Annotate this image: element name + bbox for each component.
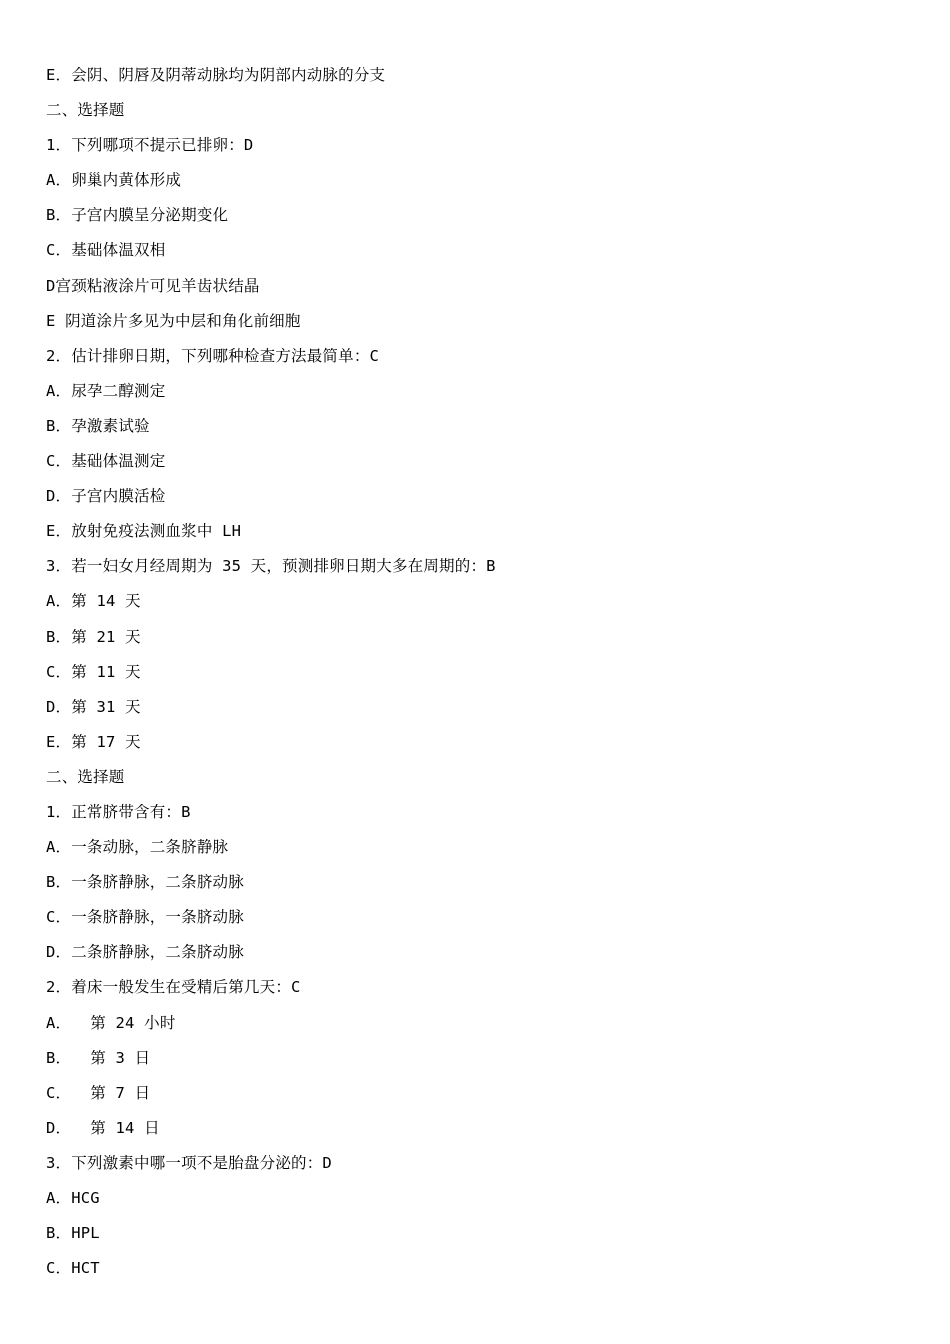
option-a: A．一条动脉，二条脐静脉 bbox=[46, 838, 229, 857]
option-b: B．子宫内膜呈分泌期变化 bbox=[46, 206, 229, 225]
option-c: C． 第 7 日 bbox=[46, 1083, 151, 1102]
option-d: D．子宫内膜活检 bbox=[46, 487, 166, 506]
option-b: B．第 21 天 bbox=[46, 627, 141, 646]
option-e: E．第 17 天 bbox=[46, 732, 141, 751]
option-a: A． 第 24 小时 bbox=[46, 1013, 176, 1032]
option-a: A．卵巢内黄体形成 bbox=[46, 171, 182, 190]
question-3: 3．下列激素中哪一项不是胎盘分泌的：D bbox=[46, 1153, 332, 1172]
option-d: D宫颈粘液涂片可见羊齿状结晶 bbox=[46, 276, 260, 295]
question-2: 2．着床一般发生在受精后第几天：C bbox=[46, 978, 301, 997]
option-c: C．第 11 天 bbox=[46, 662, 141, 681]
option-e: E．放射免疫法测血浆中 LH bbox=[46, 522, 242, 541]
option-c: C．基础体温双相 bbox=[46, 241, 166, 260]
option-d: D．第 31 天 bbox=[46, 697, 141, 716]
option-a: A．尿孕二醇测定 bbox=[46, 381, 166, 400]
option-b: B． 第 3 日 bbox=[46, 1048, 151, 1067]
option-a: A．第 14 天 bbox=[46, 592, 141, 611]
section-heading: 二、选择题 bbox=[46, 767, 125, 786]
option-c: C．HCT bbox=[46, 1259, 100, 1278]
section-heading: 二、选择题 bbox=[46, 101, 125, 120]
question-1: 1．下列哪项不提示已排卵：D bbox=[46, 136, 254, 155]
text-line: E．会阴、阴唇及阴蒂动脉均为阴部内动脉的分支 bbox=[46, 66, 386, 84]
option-d: D． 第 14 日 bbox=[46, 1118, 160, 1137]
question-1: 1．正常脐带含有：B bbox=[46, 802, 191, 821]
option-c: C．一条脐静脉，一条脐动脉 bbox=[46, 908, 244, 927]
document-page bbox=[46, 62, 906, 1290]
question-2: 2．估计排卵日期，下列哪种检查方法最简单：C bbox=[46, 346, 380, 365]
option-d: D．二条脐静脉，二条脐动脉 bbox=[46, 943, 244, 962]
option-c: C．基础体温测定 bbox=[46, 452, 166, 471]
option-b: B．HPL bbox=[46, 1224, 100, 1243]
option-b: B．孕激素试验 bbox=[46, 416, 150, 435]
question-3: 3．若一妇女月经周期为 35 天，预测排卵日期大多在周期的：B bbox=[46, 557, 496, 576]
option-e: E 阴道涂片多见为中层和角化前细胞 bbox=[46, 311, 301, 330]
option-b: B．一条脐静脉，二条脐动脉 bbox=[46, 873, 244, 892]
option-a: A．HCG bbox=[46, 1189, 100, 1207]
